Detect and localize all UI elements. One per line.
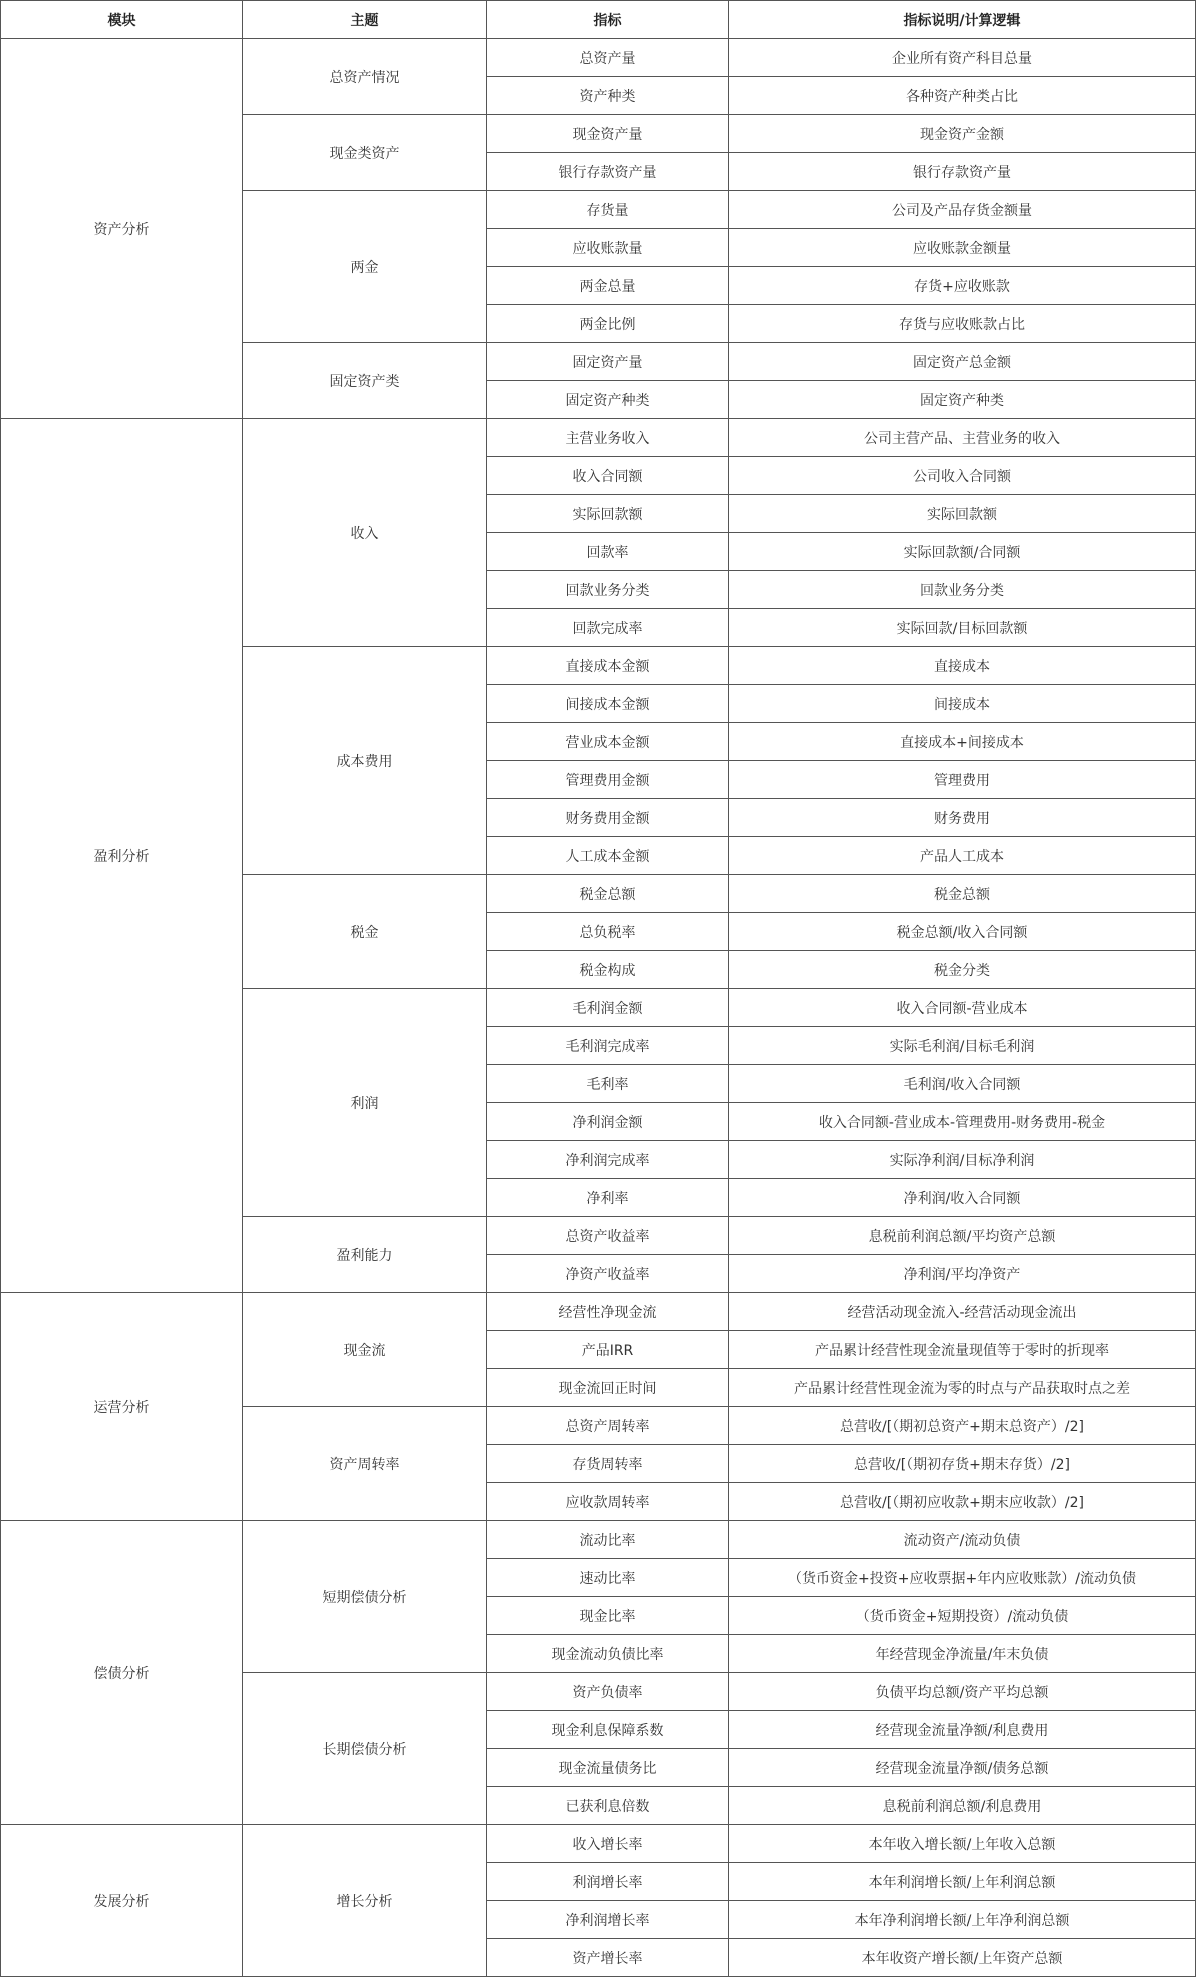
description-cell: 负债平均总额/资产平均总额 xyxy=(729,1673,1196,1711)
description-cell: 产品累计经营性现金流为零的时点与产品获取时点之差 xyxy=(729,1369,1196,1407)
metric-cell: 现金利息保障系数 xyxy=(487,1711,729,1749)
description-cell: 息税前利润总额/平均资产总额 xyxy=(729,1217,1196,1255)
metric-cell: 毛利润金额 xyxy=(487,989,729,1027)
description-cell: 总营收/[（期初应收款+期末应收款）/2] xyxy=(729,1483,1196,1521)
topic-cell: 资产周转率 xyxy=(243,1407,487,1521)
topic-cell: 利润 xyxy=(243,989,487,1217)
topic-cell: 现金流 xyxy=(243,1293,487,1407)
metric-cell: 已获利息倍数 xyxy=(487,1787,729,1825)
description-cell: 年经营现金净流量/年末负债 xyxy=(729,1635,1196,1673)
description-cell: （货币资金+短期投资）/流动负债 xyxy=(729,1597,1196,1635)
metric-cell: 资产负债率 xyxy=(487,1673,729,1711)
metric-cell: 直接成本金额 xyxy=(487,647,729,685)
metric-cell: 资产种类 xyxy=(487,77,729,115)
metric-cell: 净利率 xyxy=(487,1179,729,1217)
metric-cell: 经营性净现金流 xyxy=(487,1293,729,1331)
topic-cell: 增长分析 xyxy=(243,1825,487,1977)
description-cell: 总营收/[（期初存货+期末存货）/2] xyxy=(729,1445,1196,1483)
description-cell: 收入合同额-营业成本 xyxy=(729,989,1196,1027)
description-cell: 流动资产/流动负债 xyxy=(729,1521,1196,1559)
table-row xyxy=(1,419,1196,457)
metric-cell: 净利润完成率 xyxy=(487,1141,729,1179)
description-cell: 本年净利润增长额/上年净利润总额 xyxy=(729,1901,1196,1939)
description-cell: 息税前利润总额/利息费用 xyxy=(729,1787,1196,1825)
description-cell: 经营活动现金流入-经营活动现金流出 xyxy=(729,1293,1196,1331)
description-cell: 毛利润/收入合同额 xyxy=(729,1065,1196,1103)
description-cell: 银行存款资产量 xyxy=(729,153,1196,191)
description-cell: 总营收/[（期初总资产+期末总资产）/2] xyxy=(729,1407,1196,1445)
metric-cell: 净利润增长率 xyxy=(487,1901,729,1939)
metric-cell: 现金流回正时间 xyxy=(487,1369,729,1407)
description-cell: 实际回款额 xyxy=(729,495,1196,533)
metric-cell: 两金总量 xyxy=(487,267,729,305)
description-cell: （货币资金+投资+应收票据+年内应收账款）/流动负债 xyxy=(729,1559,1196,1597)
metric-cell: 主营业务收入 xyxy=(487,419,729,457)
description-cell: 公司及产品存货金额量 xyxy=(729,191,1196,229)
metric-cell: 固定资产量 xyxy=(487,343,729,381)
metric-cell: 流动比率 xyxy=(487,1521,729,1559)
description-cell: 税金分类 xyxy=(729,951,1196,989)
module-cell: 盈利分析 xyxy=(1,419,243,1293)
description-cell: 产品累计经营性现金流量现值等于零时的折现率 xyxy=(729,1331,1196,1369)
metric-cell: 间接成本金额 xyxy=(487,685,729,723)
topic-cell: 税金 xyxy=(243,875,487,989)
metric-cell: 税金总额 xyxy=(487,875,729,913)
metric-cell: 总资产收益率 xyxy=(487,1217,729,1255)
description-cell: 直接成本+间接成本 xyxy=(729,723,1196,761)
topic-cell: 短期偿债分析 xyxy=(243,1521,487,1673)
metric-cell: 净资产收益率 xyxy=(487,1255,729,1293)
description-cell: 应收账款金额量 xyxy=(729,229,1196,267)
metric-cell: 总资产量 xyxy=(487,39,729,77)
module-cell: 资产分析 xyxy=(1,39,243,419)
metric-cell: 利润增长率 xyxy=(487,1863,729,1901)
module-cell: 发展分析 xyxy=(1,1825,243,1977)
description-cell: 实际回款额/合同额 xyxy=(729,533,1196,571)
description-cell: 固定资产总金额 xyxy=(729,343,1196,381)
metric-cell: 现金流量债务比 xyxy=(487,1749,729,1787)
metric-cell: 总资产周转率 xyxy=(487,1407,729,1445)
topic-cell: 现金类资产 xyxy=(243,115,487,191)
description-cell: 产品人工成本 xyxy=(729,837,1196,875)
description-cell: 本年利润增长额/上年利润总额 xyxy=(729,1863,1196,1901)
topic-cell: 盈利能力 xyxy=(243,1217,487,1293)
description-cell: 企业所有资产科目总量 xyxy=(729,39,1196,77)
table-row xyxy=(1,39,1196,77)
description-cell: 经营现金流量净额/利息费用 xyxy=(729,1711,1196,1749)
metric-cell: 税金构成 xyxy=(487,951,729,989)
metric-cell: 回款率 xyxy=(487,533,729,571)
metrics-table-body xyxy=(1,39,1196,1977)
metric-cell: 毛利润完成率 xyxy=(487,1027,729,1065)
description-cell: 固定资产种类 xyxy=(729,381,1196,419)
description-cell: 本年收入增长额/上年收入总额 xyxy=(729,1825,1196,1863)
header-topic: 主题 xyxy=(243,1,487,39)
header-row xyxy=(1,1,1196,39)
table-row xyxy=(1,1293,1196,1331)
metric-cell: 固定资产种类 xyxy=(487,381,729,419)
metric-cell: 净利润金额 xyxy=(487,1103,729,1141)
metric-cell: 收入增长率 xyxy=(487,1825,729,1863)
description-cell: 存货与应收账款占比 xyxy=(729,305,1196,343)
topic-cell: 固定资产类 xyxy=(243,343,487,419)
metric-cell: 总负税率 xyxy=(487,913,729,951)
metric-cell: 存货周转率 xyxy=(487,1445,729,1483)
metric-cell: 银行存款资产量 xyxy=(487,153,729,191)
metric-cell: 管理费用金额 xyxy=(487,761,729,799)
description-cell: 现金资产金额 xyxy=(729,115,1196,153)
metric-cell: 回款完成率 xyxy=(487,609,729,647)
topic-cell: 总资产情况 xyxy=(243,39,487,115)
metric-cell: 回款业务分类 xyxy=(487,571,729,609)
description-cell: 直接成本 xyxy=(729,647,1196,685)
description-cell: 税金总额 xyxy=(729,875,1196,913)
metric-cell: 两金比例 xyxy=(487,305,729,343)
description-cell: 存货+应收账款 xyxy=(729,267,1196,305)
description-cell: 财务费用 xyxy=(729,799,1196,837)
description-cell: 实际毛利润/目标毛利润 xyxy=(729,1027,1196,1065)
metric-cell: 现金流动负债比率 xyxy=(487,1635,729,1673)
description-cell: 实际回款/目标回款额 xyxy=(729,609,1196,647)
description-cell: 实际净利润/目标净利润 xyxy=(729,1141,1196,1179)
metric-cell: 产品IRR xyxy=(487,1331,729,1369)
description-cell: 净利润/平均净资产 xyxy=(729,1255,1196,1293)
table-row xyxy=(1,1825,1196,1863)
description-cell: 税金总额/收入合同额 xyxy=(729,913,1196,951)
metric-cell: 存货量 xyxy=(487,191,729,229)
module-cell: 偿债分析 xyxy=(1,1521,243,1825)
header-module: 模块 xyxy=(1,1,243,39)
header-metric: 指标 xyxy=(487,1,729,39)
description-cell: 公司收入合同额 xyxy=(729,457,1196,495)
description-cell: 经营现金流量净额/债务总额 xyxy=(729,1749,1196,1787)
topic-cell: 长期偿债分析 xyxy=(243,1673,487,1825)
description-cell: 净利润/收入合同额 xyxy=(729,1179,1196,1217)
description-cell: 公司主营产品、主营业务的收入 xyxy=(729,419,1196,457)
description-cell: 各种资产种类占比 xyxy=(729,77,1196,115)
metric-cell: 应收款周转率 xyxy=(487,1483,729,1521)
topic-cell: 两金 xyxy=(243,191,487,343)
metric-cell: 实际回款额 xyxy=(487,495,729,533)
metric-cell: 现金比率 xyxy=(487,1597,729,1635)
metric-cell: 资产增长率 xyxy=(487,1939,729,1977)
description-cell: 间接成本 xyxy=(729,685,1196,723)
metric-cell: 人工成本金额 xyxy=(487,837,729,875)
header-description: 指标说明/计算逻辑 xyxy=(729,1,1196,39)
metric-cell: 财务费用金额 xyxy=(487,799,729,837)
module-cell: 运营分析 xyxy=(1,1293,243,1521)
description-cell: 收入合同额-营业成本-管理费用-财务费用-税金 xyxy=(729,1103,1196,1141)
topic-cell: 成本费用 xyxy=(243,647,487,875)
topic-cell: 收入 xyxy=(243,419,487,647)
description-cell: 回款业务分类 xyxy=(729,571,1196,609)
metric-cell: 营业成本金额 xyxy=(487,723,729,761)
metric-cell: 应收账款量 xyxy=(487,229,729,267)
description-cell: 本年收资产增长额/上年资产总额 xyxy=(729,1939,1196,1977)
metric-cell: 速动比率 xyxy=(487,1559,729,1597)
metric-cell: 毛利率 xyxy=(487,1065,729,1103)
table-row xyxy=(1,1521,1196,1559)
description-cell: 管理费用 xyxy=(729,761,1196,799)
metric-cell: 收入合同额 xyxy=(487,457,729,495)
metric-cell: 现金资产量 xyxy=(487,115,729,153)
